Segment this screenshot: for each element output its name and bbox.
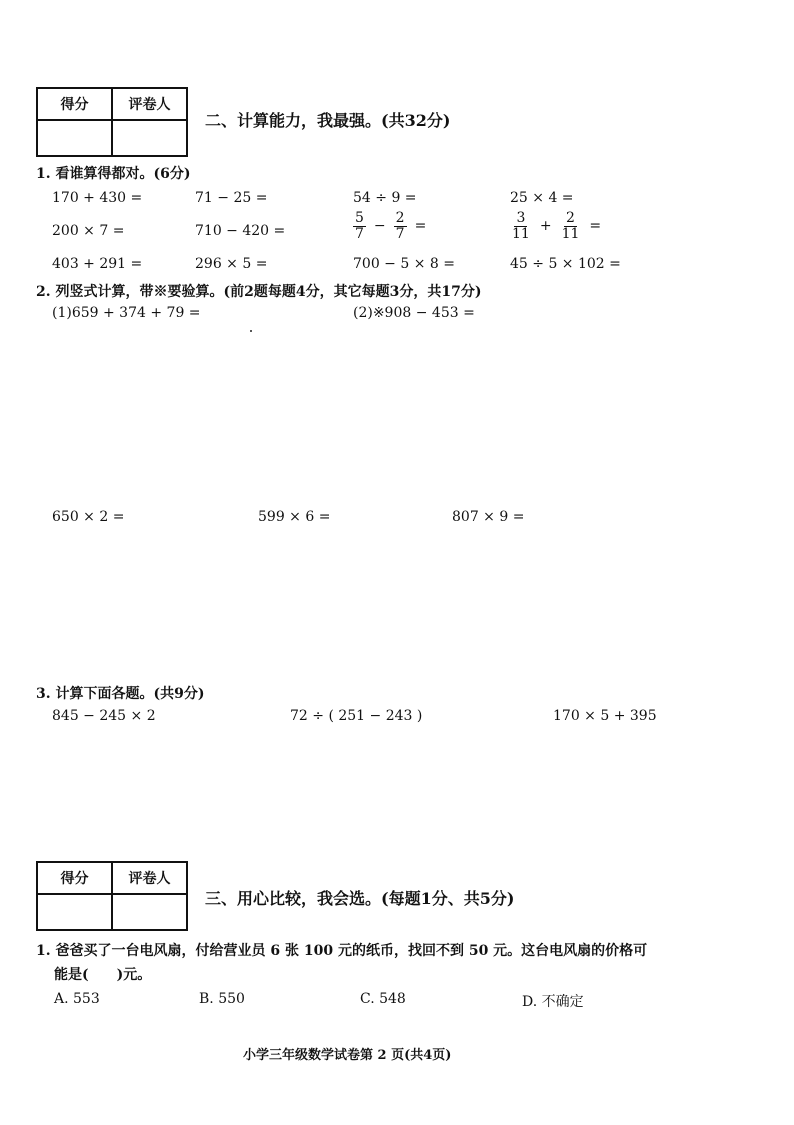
calc-item: 170 + 430 = <box>52 190 143 206</box>
denominator: 7 <box>395 225 405 242</box>
option-b[interactable]: B. 550 <box>199 991 245 1007</box>
calc-item: 54 ÷ 9 = <box>353 190 417 206</box>
calc-item: 200 × 7 = <box>52 223 125 239</box>
calc-item: 72 ÷ ( 251 − 243 ) <box>290 708 423 724</box>
question-text: 1. 爸爸买了一台电风扇，付给营业员 6 张 100 元的纸币，找回不到 50 元。这台电风扇的价格可 <box>36 943 648 959</box>
fraction-expression-2 <box>507 211 606 241</box>
score-header: 得分 <box>37 88 112 120</box>
vertical-calc-item: (1)659 + 374 + 79 = <box>52 305 201 321</box>
stray-mark <box>250 330 252 332</box>
option-a[interactable]: A. 553 <box>54 991 100 1007</box>
q3-title: 3. 计算下面各题。(共9分) <box>36 686 205 702</box>
vertical-calc-item: 650 × 2 = <box>52 509 125 525</box>
calc-item: 700 − 5 × 8 = <box>353 256 455 272</box>
q1-title: 1. 看谁算得都对。(6分) <box>36 166 191 182</box>
page-footer: 小学三年级数学试卷第 2 页(共4页) <box>243 1048 452 1063</box>
option-c[interactable]: C. 548 <box>360 991 406 1007</box>
calc-item: 45 ÷ 5 × 102 = <box>510 256 621 272</box>
score-table-section3 <box>36 861 188 931</box>
calc-item: 403 + 291 = <box>52 256 143 272</box>
operator: + <box>539 218 552 235</box>
calc-item: 296 × 5 = <box>195 256 268 272</box>
vertical-calc-item: 807 × 9 = <box>452 509 525 525</box>
fraction <box>510 211 532 241</box>
grader-cell[interactable] <box>112 120 187 156</box>
grader-header: 评卷人 <box>112 862 187 894</box>
score-header: 得分 <box>37 862 112 894</box>
fraction <box>353 211 366 241</box>
calc-item: 170 × 5 + 395 <box>553 708 657 724</box>
equals: = <box>589 218 602 235</box>
section2-title: 二、计算能力，我最强。(共32分) <box>205 111 451 130</box>
vertical-calc-item: 599 × 6 = <box>258 509 331 525</box>
calc-item: 710 − 420 = <box>195 223 286 239</box>
grader-cell[interactable] <box>112 894 187 930</box>
denominator: 11 <box>561 225 580 242</box>
score-cell[interactable] <box>37 894 112 930</box>
vertical-calc-item: (2)※908 − 453 = <box>353 305 475 321</box>
section3-title: 三、用心比较，我会选。(每题1分、共5分) <box>205 889 515 908</box>
score-table-section2 <box>36 87 188 157</box>
equals: = <box>414 218 427 235</box>
numerator: 2 <box>395 210 405 226</box>
calc-item: 71 − 25 = <box>195 190 268 206</box>
calc-item: 25 × 4 = <box>510 190 574 206</box>
score-cell[interactable] <box>37 120 112 156</box>
fraction <box>394 211 407 241</box>
fraction <box>560 211 582 241</box>
fraction-expression-1 <box>350 211 431 241</box>
calc-item: 845 − 245 × 2 <box>52 708 156 724</box>
option-d[interactable]: D. 不确定 <box>522 994 584 1010</box>
grader-header: 评卷人 <box>112 88 187 120</box>
denominator: 7 <box>355 225 364 242</box>
denominator: 11 <box>512 225 530 242</box>
numerator: 3 <box>516 210 526 226</box>
operator: − <box>373 218 386 235</box>
numerator: 2 <box>566 210 575 226</box>
question-text-continued: 能是( )元。 <box>54 967 152 983</box>
q2-title: 2. 列竖式计算，带※要验算。(前2题每题4分，其它每题3分，共17分) <box>36 284 482 300</box>
numerator: 5 <box>355 210 364 226</box>
